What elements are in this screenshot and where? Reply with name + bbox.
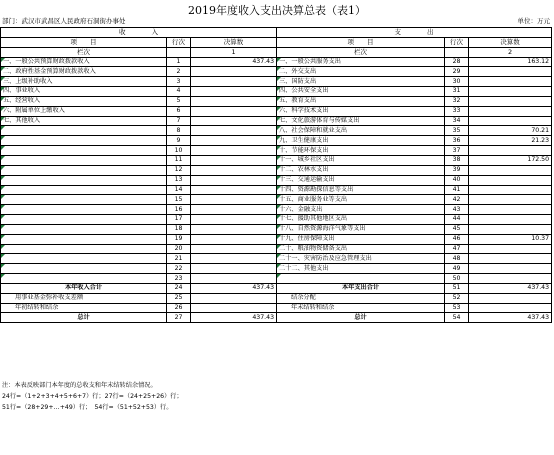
- expense-item: 二十二、其他支出: [277, 264, 445, 274]
- income-amount: [191, 195, 277, 205]
- income-line: 2: [167, 67, 191, 77]
- table-row: [1, 215, 552, 225]
- expense-item: 十二、农林水支出: [277, 165, 445, 175]
- expense-line: 38: [445, 155, 469, 165]
- expense-line: 41: [445, 185, 469, 195]
- expense-line: 36: [445, 136, 469, 146]
- expense-amount: [469, 224, 552, 234]
- note-line: 24行=（1+2+3+4+5+6+7）行；27行=（24+25+26）行；: [2, 393, 183, 400]
- income-line-header: 行次: [167, 37, 191, 47]
- expense-item: 二十、粮油物资储备支出: [277, 244, 445, 254]
- income-item: 一、一般公共预算财政拨款收入: [1, 57, 167, 67]
- department-label: 部门：武汉市武昌区人民政府石洞街办事处: [2, 17, 126, 25]
- expense-line-header: 行次: [445, 37, 469, 47]
- table-row: [1, 87, 552, 97]
- income-column-label: 栏次: [1, 47, 167, 57]
- table-row: [1, 67, 552, 77]
- income-item: [1, 175, 167, 185]
- empty-cell: [445, 47, 469, 57]
- income-amount: [191, 106, 277, 116]
- closing-balance-label: 年末结转和结余: [277, 303, 445, 313]
- income-amount: [191, 175, 277, 185]
- income-item: 四、事业收入: [1, 87, 167, 97]
- income-item: [1, 165, 167, 175]
- income-line: 11: [167, 155, 191, 165]
- income-line: 22: [167, 264, 191, 274]
- income-amount: [191, 77, 277, 87]
- budget-table: [0, 27, 552, 323]
- income-line: 10: [167, 146, 191, 156]
- table-row: [1, 254, 552, 264]
- expense-item: [277, 274, 445, 284]
- table-row: [1, 244, 552, 254]
- expense-line: 31: [445, 87, 469, 97]
- expense-amount: [469, 215, 552, 225]
- income-line: 12: [167, 165, 191, 175]
- income-line: 14: [167, 185, 191, 195]
- fund-offset-amount: [191, 293, 277, 303]
- income-item: 七、其他收入: [1, 116, 167, 126]
- expense-item: 十四、资源勘探信息等支出: [277, 185, 445, 195]
- table-row: [1, 116, 552, 126]
- expense-item: 七、文化旅游体育与传媒支出: [277, 116, 445, 126]
- income-amount: [191, 155, 277, 165]
- income-item: [1, 195, 167, 205]
- income-item: [1, 244, 167, 254]
- income-column-number: 1: [191, 47, 277, 57]
- expense-amount: 172.50: [469, 155, 552, 165]
- expense-line: 44: [445, 215, 469, 225]
- expense-item: 十、节能环保支出: [277, 146, 445, 156]
- expense-line: 29: [445, 67, 469, 77]
- expense-item: 九、卫生健康支出: [277, 136, 445, 146]
- expense-line: 50: [445, 274, 469, 284]
- income-item: [1, 185, 167, 195]
- income-line: 6: [167, 106, 191, 116]
- grand-total-income-line: 27: [167, 313, 191, 323]
- income-item: [1, 215, 167, 225]
- table-notes: [2, 380, 183, 413]
- expense-item: 四、公共安全支出: [277, 87, 445, 97]
- income-item: [1, 234, 167, 244]
- table-row: [1, 155, 552, 165]
- expense-amount: [469, 185, 552, 195]
- total-expense-label: 本年支出合计: [277, 283, 445, 293]
- income-line: 7: [167, 116, 191, 126]
- income-amount: [191, 244, 277, 254]
- expense-line: 43: [445, 205, 469, 215]
- expense-amount: [469, 96, 552, 106]
- table-row: [1, 126, 552, 136]
- empty-cell: [167, 47, 191, 57]
- expense-line: 34: [445, 116, 469, 126]
- expense-item: 十三、交通运输支出: [277, 175, 445, 185]
- table-row: [1, 234, 552, 244]
- expense-item: 三、国防支出: [277, 77, 445, 87]
- expense-line: 47: [445, 244, 469, 254]
- table-row: [1, 195, 552, 205]
- table-row: [1, 185, 552, 195]
- surplus-distribution-amount: [469, 293, 552, 303]
- expense-amount: [469, 67, 552, 77]
- opening-balance-line: 26: [167, 303, 191, 313]
- expense-line: 39: [445, 165, 469, 175]
- income-line: 9: [167, 136, 191, 146]
- income-amount: [191, 116, 277, 126]
- income-item: 三、上级补助收入: [1, 77, 167, 87]
- income-line: 4: [167, 87, 191, 97]
- income-line: 23: [167, 274, 191, 284]
- income-item: [1, 155, 167, 165]
- income-item: [1, 264, 167, 274]
- income-amount: [191, 234, 277, 244]
- expense-amount: [469, 146, 552, 156]
- income-item: [1, 136, 167, 146]
- income-amount-header: 决算数: [191, 37, 277, 47]
- expense-amount-header: 决算数: [469, 37, 552, 47]
- income-amount: [191, 146, 277, 156]
- income-amount: [191, 264, 277, 274]
- table-row: [1, 136, 552, 146]
- income-line: 17: [167, 215, 191, 225]
- income-item: 二、政府性基金预算财政拨款收入: [1, 67, 167, 77]
- income-amount: [191, 185, 277, 195]
- table-row: [1, 165, 552, 175]
- expense-line: 42: [445, 195, 469, 205]
- fund-offset-label: 用事业基金弥补收支差额: [1, 293, 167, 303]
- expense-amount: [469, 195, 552, 205]
- income-line: 20: [167, 244, 191, 254]
- expense-item-header: 项 目: [277, 37, 445, 47]
- grand-total-expense-amount: 437.43: [469, 313, 552, 323]
- report-title: 2019年度收入支出决算总表（表1）: [188, 4, 366, 17]
- expense-amount: [469, 106, 552, 116]
- expense-line: 40: [445, 175, 469, 185]
- table-row: [1, 274, 552, 284]
- expense-item: 八、社会保障和就业支出: [277, 126, 445, 136]
- expense-amount: [469, 274, 552, 284]
- expense-line: 33: [445, 106, 469, 116]
- income-item: [1, 254, 167, 264]
- expense-amount: 70.21: [469, 126, 552, 136]
- expense-amount: [469, 175, 552, 185]
- income-amount: [191, 136, 277, 146]
- expense-amount: 10.37: [469, 234, 552, 244]
- expense-item: 一、一般公共服务支出: [277, 57, 445, 67]
- income-amount: [191, 274, 277, 284]
- expense-amount: [469, 116, 552, 126]
- expense-amount: [469, 77, 552, 87]
- total-income-amount: 437.43: [191, 283, 277, 293]
- expense-line: 49: [445, 264, 469, 274]
- total-expense-amount: 437.43: [469, 283, 552, 293]
- income-item: 六、附属单位上缴收入: [1, 106, 167, 116]
- table-row: [1, 57, 552, 67]
- table-row: [1, 175, 552, 185]
- unit-label: 单位：万元: [517, 17, 550, 25]
- income-item: 五、经营收入: [1, 96, 167, 106]
- expense-item: 十一、城乡社区支出: [277, 155, 445, 165]
- income-amount: [191, 67, 277, 77]
- expense-item: 二、外交支出: [277, 67, 445, 77]
- expense-column-label: 栏次: [277, 47, 445, 57]
- expense-line: 28: [445, 57, 469, 67]
- expense-amount: [469, 205, 552, 215]
- income-amount: [191, 87, 277, 97]
- income-amount: [191, 254, 277, 264]
- income-amount: [191, 205, 277, 215]
- income-line: 8: [167, 126, 191, 136]
- expense-item: 十八、自然资源海洋气象等支出: [277, 224, 445, 234]
- table-row: [1, 77, 552, 87]
- expense-line: 45: [445, 224, 469, 234]
- table-row: [1, 205, 552, 215]
- total-expense-line: 51: [445, 283, 469, 293]
- income-line: 13: [167, 175, 191, 185]
- opening-balance-amount: [191, 303, 277, 313]
- expense-amount: 21.23: [469, 136, 552, 146]
- grand-total-income-label: 总计: [1, 313, 167, 323]
- expense-amount: [469, 264, 552, 274]
- expense-line: 32: [445, 96, 469, 106]
- fund-offset-line: 25: [167, 293, 191, 303]
- total-income-label: 本年收入合计: [1, 283, 167, 293]
- expense-line: 30: [445, 77, 469, 87]
- income-amount: 437.43: [191, 57, 277, 67]
- expense-item: 六、科学技术支出: [277, 106, 445, 116]
- expense-item: 五、教育支出: [277, 96, 445, 106]
- expense-line: 46: [445, 234, 469, 244]
- surplus-distribution-line: 52: [445, 293, 469, 303]
- income-amount: [191, 126, 277, 136]
- expense-amount: [469, 254, 552, 264]
- expense-line: 35: [445, 126, 469, 136]
- table-row: [1, 106, 552, 116]
- grand-total-expense-label: 总计: [277, 313, 445, 323]
- income-line: 1: [167, 57, 191, 67]
- expense-amount: [469, 244, 552, 254]
- grand-total-expense-line: 54: [445, 313, 469, 323]
- expense-line: 48: [445, 254, 469, 264]
- income-line: 19: [167, 234, 191, 244]
- closing-balance-amount: [469, 303, 552, 313]
- income-item: [1, 224, 167, 234]
- table-row: [1, 264, 552, 274]
- expense-column-number: 2: [469, 47, 552, 57]
- income-item: [1, 126, 167, 136]
- table-row: [1, 96, 552, 106]
- note-line: 51行=（28+29+…+49）行； 54行=（51+52+53）行。: [2, 404, 173, 411]
- income-section-header: 收 入: [1, 28, 277, 38]
- expense-item: 十九、住房保障支出: [277, 234, 445, 244]
- note-line: 注：本表反映部门本年度的总收支和年末结转结余情况。: [2, 382, 157, 389]
- income-item: [1, 274, 167, 284]
- table-row: [1, 224, 552, 234]
- total-income-line: 24: [167, 283, 191, 293]
- expense-item: 二十一、灾害防治及应急管理支出: [277, 254, 445, 264]
- closing-balance-line: 53: [445, 303, 469, 313]
- table-row: [1, 146, 552, 156]
- expense-line: 37: [445, 146, 469, 156]
- expense-amount: [469, 165, 552, 175]
- income-line: 15: [167, 195, 191, 205]
- expense-item: 十七、援助其他地区支出: [277, 215, 445, 225]
- income-item-header: 项 目: [1, 37, 167, 47]
- expense-item: 十五、商业服务业等支出: [277, 195, 445, 205]
- income-line: 21: [167, 254, 191, 264]
- income-amount: [191, 96, 277, 106]
- expense-item: 十六、金融支出: [277, 205, 445, 215]
- income-amount: [191, 224, 277, 234]
- income-line: 18: [167, 224, 191, 234]
- expense-amount: 163.12: [469, 57, 552, 67]
- income-amount: [191, 215, 277, 225]
- grand-total-income-amount: 437.43: [191, 313, 277, 323]
- income-item: [1, 205, 167, 215]
- income-amount: [191, 165, 277, 175]
- income-line: 3: [167, 77, 191, 87]
- income-line: 5: [167, 96, 191, 106]
- income-line: 16: [167, 205, 191, 215]
- expense-amount: [469, 87, 552, 97]
- opening-balance-label: 年初结转和结余: [1, 303, 167, 313]
- expense-section-header: 支 出: [277, 28, 552, 38]
- income-item: [1, 146, 167, 156]
- surplus-distribution-label: 结余分配: [277, 293, 445, 303]
